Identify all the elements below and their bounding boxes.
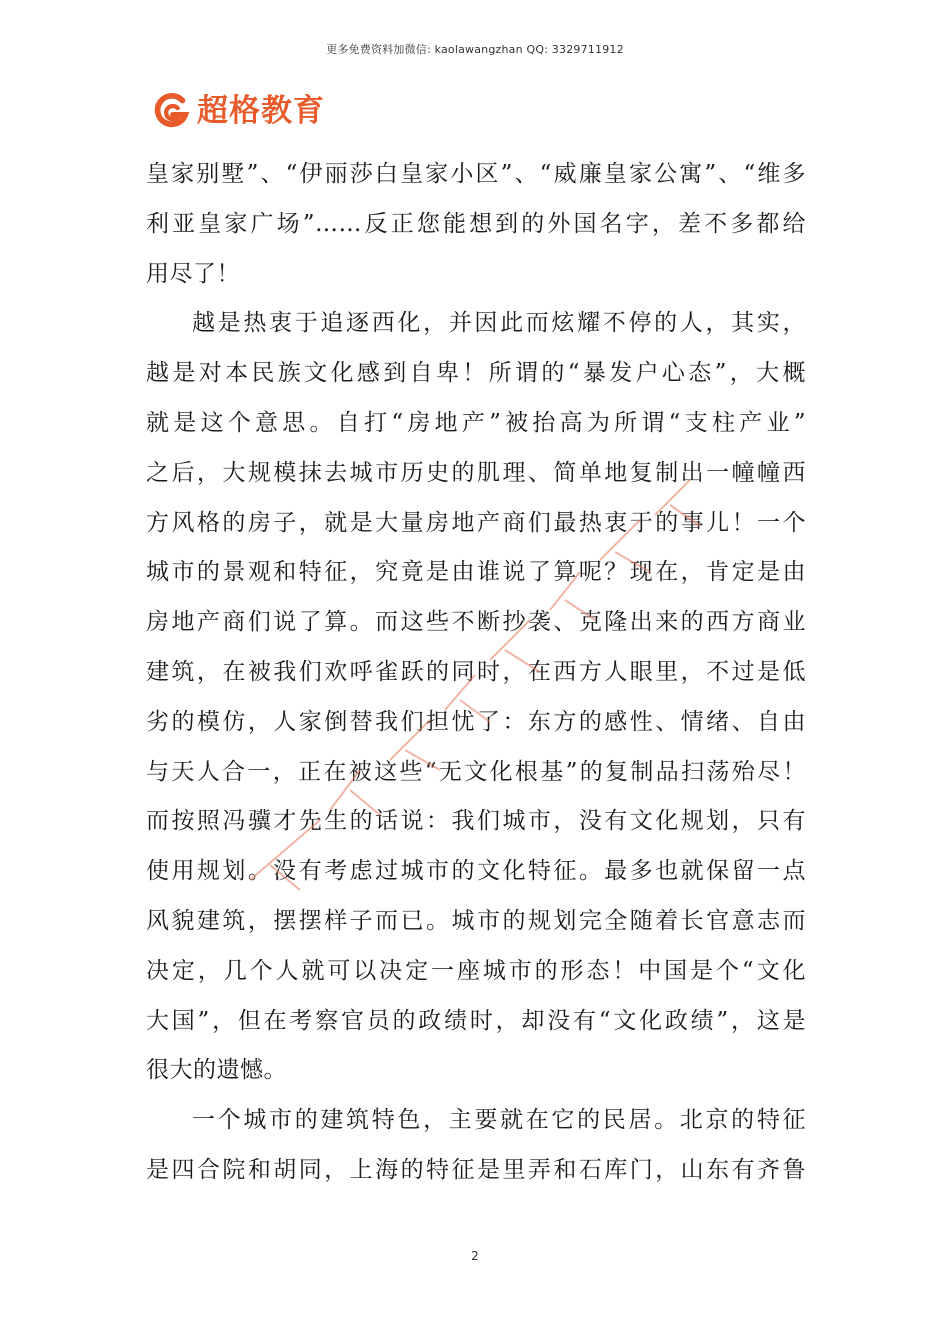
text-line: 房地产商们说了算。而这些不断抄袭、克隆出来的西方商业 <box>146 609 806 636</box>
text-line: 用尽了！ <box>146 260 240 287</box>
text-line: 而按照冯骥才先生的话说：我们城市，没有文化规划，只有 <box>146 808 806 835</box>
article-body <box>146 150 806 1196</box>
text-line: 很大的遗憾。 <box>146 1057 287 1084</box>
text-line: 就是这个意思。自打“房地产”被抬高为所谓“支柱产业” <box>146 409 806 436</box>
text-line: 城市的景观和特征，究竟是由谁说了算呢？现在，肯定是由 <box>146 559 806 586</box>
text-line: 一个城市的建筑特色，主要就在它的民居。北京的特征 <box>192 1107 806 1134</box>
text-line: 皇家别墅”、“伊丽莎白皇家小区”、“威廉皇家公寓”、“维多 <box>146 161 806 187</box>
header-contact-note: 更多免费资料加微信: kaolawangzhan QQ: 3329711912 <box>326 43 624 56</box>
text-line: 与天人合一，正在被这些“无文化根基”的复制品扫荡殆尽！ <box>146 758 806 785</box>
text-line: 利亚皇家广场”……反正您能想到的外国名字，差不多都给 <box>146 210 806 237</box>
text-line: 方风格的房子，就是大量房地产商们最热衷于的事儿！一个 <box>146 509 806 536</box>
text-line: 大国”，但在考察官员的政绩时，却没有“文化政绩”，这是 <box>146 1007 806 1034</box>
text-line: 越是对本民族文化感到自卑！所谓的“暴发户心态”，大概 <box>146 360 806 387</box>
text-line: 之后，大规模抹去城市历史的肌理、简单地复制出一幢幢西 <box>146 459 806 486</box>
page-number: 2 <box>471 1249 479 1263</box>
brand-logo-text: 超格教育 <box>197 93 325 129</box>
brand-logo <box>153 90 325 132</box>
text-line: 使用规划。没有考虑过城市的文化特征。最多也就保留一点 <box>146 858 806 885</box>
text-line: 建筑，在被我们欢呼雀跃的同时，在西方人眼里，不过是低 <box>146 658 806 685</box>
cg-logo-icon <box>153 92 191 130</box>
text-line: 决定，几个人就可以决定一座城市的形态！中国是个“文化 <box>146 957 806 984</box>
text-line: 越是热衷于追逐西化，并因此而炫耀不停的人，其实， <box>192 310 806 337</box>
text-line: 劣的模仿，人家倒替我们担忧了：东方的感性、情绪、自由 <box>146 708 806 735</box>
text-line: 是四合院和胡同，上海的特征是里弄和石库门，山东有齐鲁 <box>146 1156 806 1183</box>
text-line: 风貌建筑，摆摆样子而已。城市的规划完全随着长官意志而 <box>146 907 806 934</box>
